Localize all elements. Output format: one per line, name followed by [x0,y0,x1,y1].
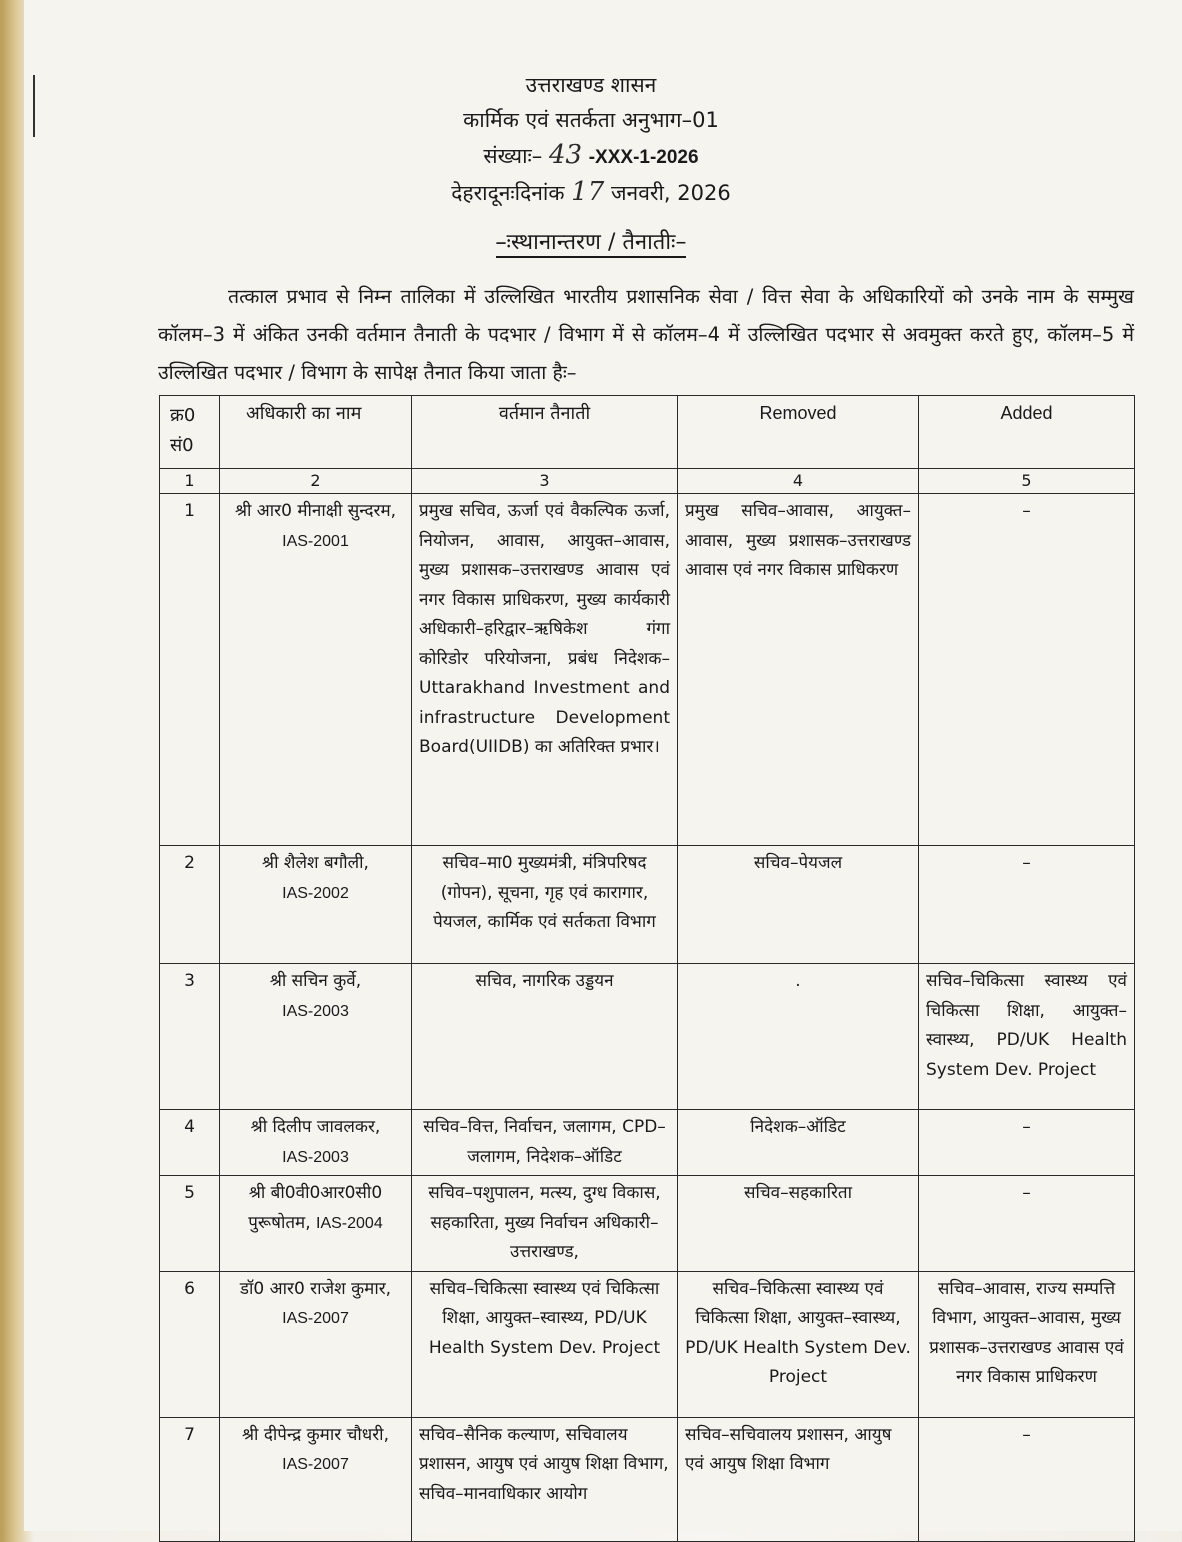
header-current: वर्तमान तैनाती [412,396,678,469]
table-row [160,846,1135,964]
row-current: सचिव, नागरिक उड्डयन [412,964,678,1110]
table-row [160,494,1135,846]
row-added: – [919,846,1135,964]
row-sno: 4 [160,1110,220,1176]
row-name [220,964,412,1110]
row-name [220,494,412,846]
row-removed: प्रमुख सचिव–आवास, आयुक्त–आवास, मुख्य प्रशासक–उत्तराखण्ड आवास एवं नगर विकास प्राधिकरण [678,494,919,846]
officer-name: श्री सचिन कुर्वे, [269,971,362,991]
col-number: 4 [678,469,919,494]
number-handwritten: 43 [548,140,583,170]
officer-batch: IAS-2001 [282,532,349,550]
table-row [160,1271,1135,1417]
officer-batch: IAS-2003 [282,1002,349,1020]
row-current: सचिव–चिकित्सा स्वास्थ्य एवं चिकित्सा शिक्षा, आयुक्त–स्वास्थ्य, PD/UK Health System Dev. Project [412,1271,678,1417]
row-current: सचिव–मा0 मुख्यमंत्री, मंत्रिपरिषद (गोपन), सूचना, गृह एवं कारागार, पेयजल, कार्मिक एवं सर्तकता विभाग [412,846,678,964]
row-sno: 3 [160,964,220,1110]
row-removed: सचिव–चिकित्सा स्वास्थ्य एवं चिकित्सा शिक्षा, आयुक्त–स्वास्थ्य, PD/UK Health System Dev. Project [678,1271,919,1417]
transfer-table [159,395,1135,1542]
row-removed: निदेशक–ऑडिट [678,1110,919,1176]
row-sno: 7 [160,1417,220,1541]
order-date [0,175,1182,211]
row-removed: सचिव–सचिवालय प्रशासन, आयुष एवं आयुष शिक्षा विभाग [678,1417,919,1541]
row-current: सचिव–सैनिक कल्याण, सचिवालय प्रशासन, आयुष एवं आयुष शिक्षा विभाग, सचिव–मानवाधिकार आयोग [412,1417,678,1541]
header-added: Added [919,396,1135,469]
row-removed: सचिव–पेयजल [678,846,919,964]
govt-name: उत्तराखण्ड शासन [525,73,657,97]
officer-batch: IAS-2007 [282,1310,349,1327]
row-name [220,1110,412,1176]
row-removed: सचिव–सहकारिता [678,1176,919,1272]
col-number: 3 [412,469,678,494]
row-added: सचिव–आवास, राज्य सम्पत्ति विभाग, आयुक्त–आवास, मुख्य प्रशासक–उत्तराखण्ड आवास एवं नगर विकास प्राधिकरण [919,1271,1135,1417]
officer-batch: IAS-2003 [282,1148,349,1166]
date-handwritten: 17 [571,177,605,207]
number-suffix: -XXX-1-2026 [588,147,699,168]
officer-name: श्री बी0वी0आर0सी0 पुरूषोतम, [248,1183,383,1233]
row-removed: . [678,964,919,1110]
officer-name: डॉ0 आर0 राजेश कुमार, [239,1278,392,1299]
col-number: 2 [220,469,412,494]
table-row [160,964,1135,1110]
row-current: सचिव–वित्त, निर्वाचन, जलागम, CPD–जलागम, निदेशक–ऑडिट [412,1110,678,1176]
date-prefix: देहरादूनःदिनांक [451,181,565,205]
table-row [160,1417,1135,1541]
officer-name: श्री आर0 मीनाक्षी सुन्दरम, [234,501,397,521]
row-name [220,846,412,964]
intro-paragraph: तत्काल प्रभाव से निम्न तालिका में उल्लिखित भारतीय प्रशासनिक सेवा / वित्त सेवा के अधिकारियों को उनके नाम के सम्मुख कॉलम–3 में अंकित उनकी वर्तमान तैनाती के पदभार / विभाग में से कॉलम–4 में उल्लिखित पदभार से अवमुक्त करते हुए, कॉलम–5 में उल्लिखित पदभार / विभाग के सापेक्ष तैनात किया जाता हैः– [158,285,1134,384]
header-name: अधिकारी का नाम [220,396,412,469]
date-suffix: जनवरी, 2026 [610,181,731,205]
row-added: – [919,1176,1135,1272]
order-title [0,226,1182,256]
officer-name: श्री दिलीप जावलकर, [250,1117,381,1137]
row-added: – [919,494,1135,846]
officer-name: श्री दीपेन्द्र कुमार चौधरी, [241,1424,389,1445]
officer-batch: IAS-2004 [316,1214,383,1232]
row-current: प्रमुख सचिव, ऊर्जा एवं वैकल्पिक ऊर्जा, नियोजन, आवास, आयुक्त–आवास, मुख्य प्रशासक–उत्तराखण्ड आवास एवं नगर विकास प्राधिकरण, मुख्य कार्यकारी अधिकारी–हरिद्वार–ऋषिकेश गंगा कोरिडोर परियोजना, प्रबंध निदेशक– Uttarakhand Investment and infrastructure Development Board(UIIDB) का अतिरिक्त प्रभार। [412,494,678,846]
col-number: 5 [919,469,1135,494]
row-added: – [919,1417,1135,1541]
section-name: कार्मिक एवं सतर्कता अनुभाग–01 [463,108,719,132]
row-name [220,1176,412,1272]
officer-name: श्री शैलेश बगौली, [262,853,369,873]
table-row [160,1176,1135,1272]
row-name [220,1417,412,1541]
number-prefix: संख्याः– [483,144,543,168]
row-sno: 2 [160,846,220,964]
order-title-text: –ःस्थानान्तरण / तैनातीः– [496,230,687,258]
column-number-row [160,469,1135,494]
order-number [0,138,1182,175]
row-current: सचिव–पशुपालन, मत्स्य, दुग्ध विकास, सहकारिता, मुख्य निर्वाचन अधिकारी– उत्तराखण्ड, [412,1176,678,1272]
row-name [220,1271,412,1417]
row-sno: 1 [160,494,220,846]
col-number: 1 [160,469,220,494]
table-header-row [160,396,1135,469]
officer-batch: IAS-2007 [282,1456,349,1473]
officer-batch: IAS-2002 [282,884,349,902]
header-removed: Removed [678,396,919,469]
row-added: – [919,1110,1135,1176]
header-sno: क्र0 सं0 [160,396,220,469]
row-sno: 6 [160,1271,220,1417]
table-row [160,1110,1135,1176]
row-added: सचिव–चिकित्सा स्वास्थ्य एवं चिकित्सा शिक्षा, आयुक्त–स्वास्थ्य, PD/UK Health System Dev. Project [919,964,1135,1110]
row-sno: 5 [160,1176,220,1272]
document-header [0,68,1182,211]
